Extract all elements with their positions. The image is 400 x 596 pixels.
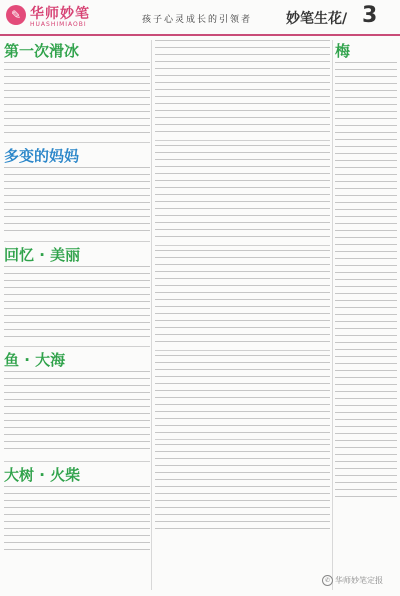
left-column bbox=[4, 40, 150, 592]
divider bbox=[155, 350, 330, 351]
column-separator bbox=[332, 40, 333, 590]
divider bbox=[155, 140, 330, 141]
article-title: 第一次滑冰 bbox=[4, 42, 80, 60]
article-title: 回忆 · 美丽 bbox=[4, 246, 81, 264]
article-title: 鱼 · 大海 bbox=[4, 351, 66, 369]
section-title: 妙笔生花/ bbox=[286, 11, 348, 27]
article-body bbox=[4, 371, 150, 455]
article-changing-mom bbox=[4, 147, 150, 235]
article-continuation bbox=[155, 250, 330, 346]
divider bbox=[4, 142, 150, 143]
article-first-skating bbox=[4, 42, 150, 136]
article-memory-beauty bbox=[4, 246, 150, 340]
header-rule bbox=[0, 34, 400, 36]
article-body bbox=[4, 266, 150, 340]
wechat-icon: ✆ bbox=[322, 575, 333, 586]
article-continuation bbox=[155, 145, 330, 241]
article-title: 梅 bbox=[335, 42, 351, 60]
divider bbox=[155, 439, 330, 440]
page-number: 3 bbox=[362, 3, 378, 28]
article-continuation bbox=[155, 40, 330, 136]
right-column bbox=[335, 40, 397, 592]
middle-column bbox=[155, 40, 330, 592]
watermark-text: 华师妙笔定报 bbox=[335, 576, 383, 585]
divider bbox=[4, 461, 150, 462]
divider bbox=[155, 245, 330, 246]
article-continuation bbox=[155, 444, 330, 530]
article-continuation bbox=[155, 355, 330, 435]
logo-title: 华师妙笔 bbox=[30, 6, 90, 22]
logo bbox=[6, 3, 126, 31]
article-title: 多变的妈妈 bbox=[4, 147, 80, 165]
article-body bbox=[335, 62, 397, 502]
column-separator bbox=[151, 40, 152, 590]
divider bbox=[4, 241, 150, 242]
article-tree-match bbox=[4, 466, 150, 556]
article-title: 大树 · 火柴 bbox=[4, 466, 81, 484]
article-body bbox=[4, 486, 150, 556]
article-body bbox=[4, 62, 150, 136]
divider bbox=[4, 346, 150, 347]
article-body bbox=[4, 167, 150, 235]
pen-logo-icon: ✎ bbox=[6, 5, 26, 25]
logo-subtitle: HUASHIMIAOBI bbox=[30, 21, 87, 28]
slogan: 孩子心灵成长的引领者 bbox=[142, 15, 253, 25]
masthead bbox=[0, 0, 400, 34]
article-fish-sea bbox=[4, 351, 150, 455]
watermark bbox=[322, 575, 383, 586]
